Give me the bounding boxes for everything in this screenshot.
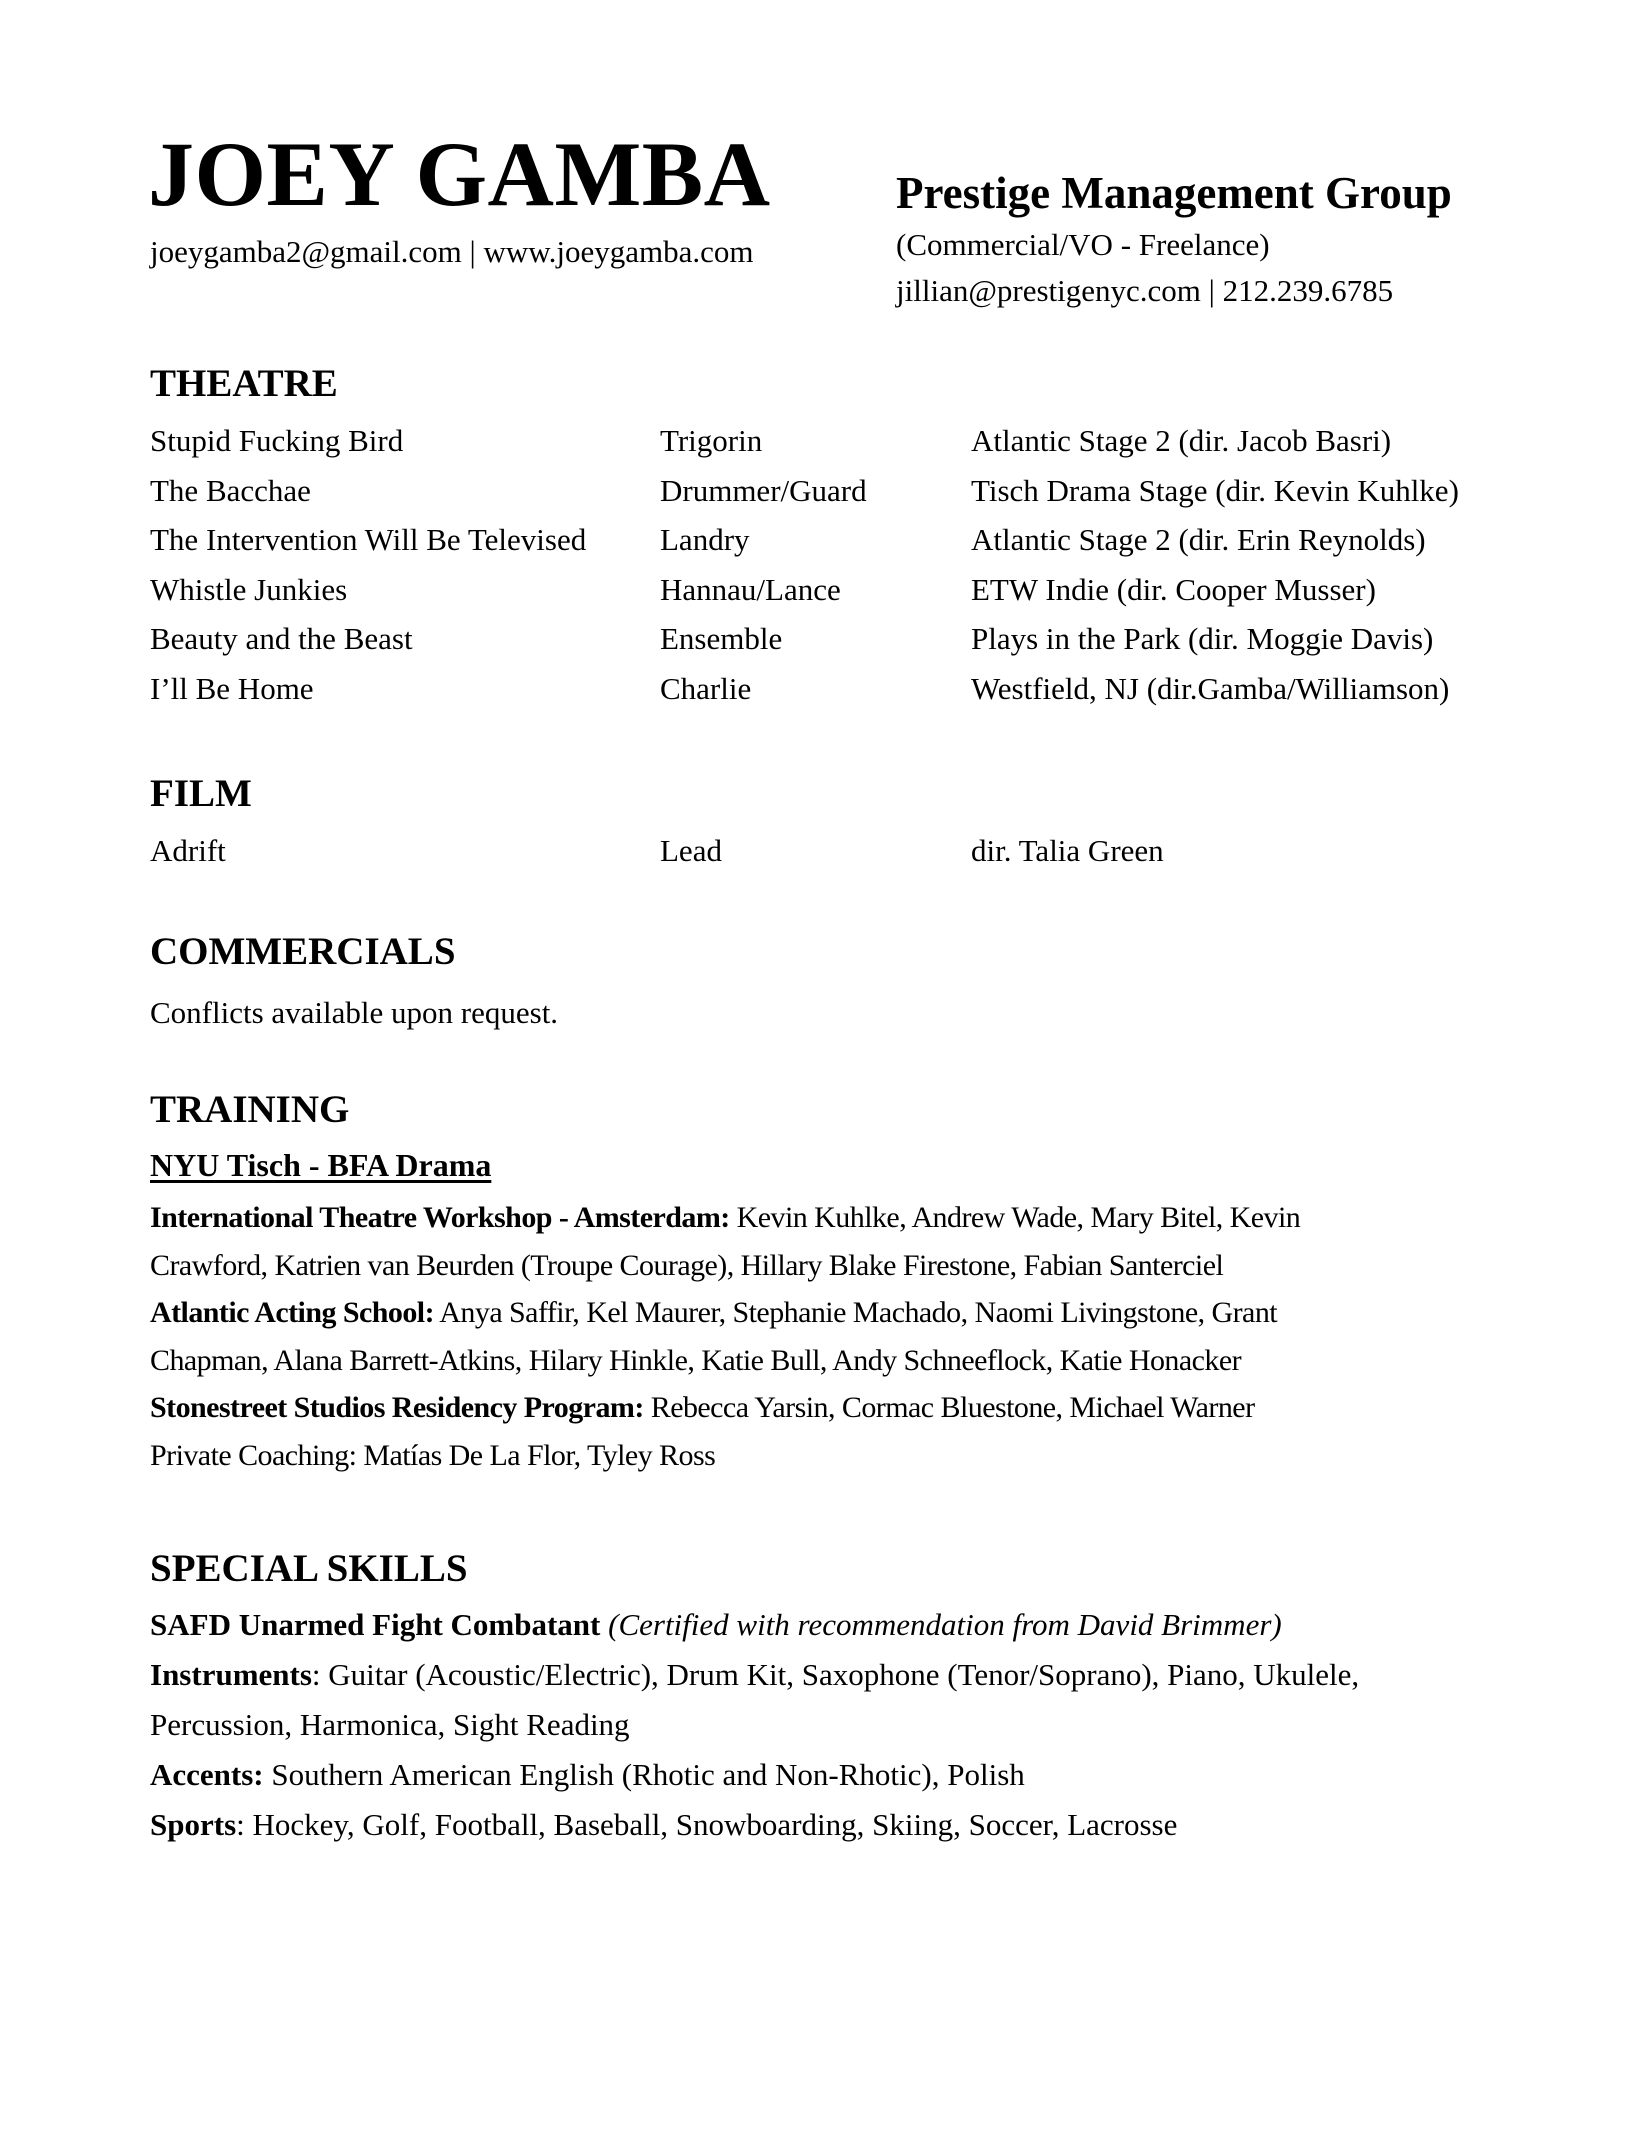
film-heading: FILM [150,772,252,815]
skill-line [150,1750,1470,1800]
credit-venue: Westfield, NJ (dir.Gamba/Williamson) [971,670,1450,706]
skill-text: : Hockey, Golf, Football, Baseball, Snowboarding, Skiing, Soccer, Lacrosse [236,1807,1178,1842]
training-school-label: Stonestreet Studios Residency Program: [150,1391,644,1424]
training-list [150,1194,1450,1479]
credit-title: Stupid Fucking Bird [150,423,404,458]
training-degree: NYU Tisch - BFA Drama [150,1147,492,1183]
skill-text: Percussion, Harmonica, Sight Reading [150,1707,630,1742]
training-line [150,1432,1450,1480]
credit-row [150,826,1500,876]
credit-venue: Atlantic Stage 2 (dir. Jacob Basri) [971,423,1392,458]
training-teachers: Anya Saffir, Kel Maurer, Stephanie Machado, Naomi Livingstone, Grant [434,1296,1278,1329]
theatre-heading: THEATRE [150,362,338,405]
training-line [150,1384,1450,1432]
skill-label: Sports [150,1807,237,1842]
training-teachers: Rebecca Yarsin, Cormac Bluestone, Michael Warner [643,1391,1255,1424]
commercials-heading: COMMERCIALS [150,930,456,973]
skill-note: (Certified with recommendation from David Brimmer) [600,1607,1282,1642]
credit-role: Ensemble [660,621,783,656]
agency-name: Prestige Management Group [896,168,1452,218]
credit-role: Drummer/Guard [660,472,867,508]
training-teachers: Kevin Kuhlke, Andrew Wade, Mary Bitel, Kevin [729,1201,1301,1234]
credit-row [150,466,1500,516]
training-teachers: Chapman, Alana Barrett-Atkins, Hilary Hinkle, Katie Bull, Andy Schneeflock, Katie Honacker [150,1343,1242,1377]
agency-block [896,168,1452,314]
skill-line [150,1700,1470,1750]
credit-row [150,664,1500,714]
skills-list [150,1600,1470,1850]
credit-title: The Bacchae [150,472,311,508]
credit-role: Lead [660,833,722,868]
skill-line [150,1650,1470,1700]
credit-role: Landry [660,522,750,557]
credit-role: Charlie [660,670,752,706]
credit-row [150,416,1500,466]
training-line [150,1289,1450,1337]
training-line [150,1337,1450,1385]
credit-role: Trigorin [660,423,763,458]
actor-contact: joeygamba2@gmail.com | www.joeygamba.com [150,234,754,269]
credit-title: Adrift [150,833,226,868]
training-heading: TRAINING [150,1088,350,1131]
skill-text: Southern American English (Rhotic and Non-Rhotic), Polish [263,1757,1025,1792]
credit-title: The Intervention Will Be Televised [150,522,587,557]
credit-role: Hannau/Lance [660,571,841,607]
skill-label: Accents: [150,1757,264,1792]
credit-venue: Plays in the Park (dir. Moggie Davis) [971,621,1434,656]
skill-line [150,1600,1470,1650]
skill-line [150,1800,1470,1850]
agency-contact: jillian@prestigenyc.com | 212.239.6785 [896,272,1394,308]
credit-venue: dir. Talia Green [971,833,1164,868]
training-school-label: Atlantic Acting School: [150,1296,435,1329]
credit-title: Whistle Junkies [150,571,348,607]
theatre-credits [150,416,1500,713]
credit-row [150,515,1500,565]
training-line [150,1194,1450,1242]
credit-venue: Atlantic Stage 2 (dir. Erin Reynolds) [971,522,1426,557]
training-teachers: Crawford, Katrien van Beurden (Troupe Courage), Hillary Blake Firestone, Fabian Santerciel [150,1248,1224,1282]
credit-row [150,614,1500,664]
training-line [150,1242,1450,1290]
training-school-label: International Theatre Workshop - Amsterdam: [150,1201,730,1234]
skill-label: SAFD Unarmed Fight Combatant [150,1607,601,1642]
agency-division: (Commercial/VO - Freelance) [896,226,1270,262]
commercials-note: Conflicts available upon request. [150,995,559,1030]
skill-text: : Guitar (Acoustic/Electric), Drum Kit, Saxophone (Tenor/Soprano), Piano, Ukulele, [311,1657,1360,1692]
skills-heading: SPECIAL SKILLS [150,1547,468,1590]
film-credits [150,826,1500,876]
credit-venue: Tisch Drama Stage (dir. Kevin Kuhlke) [971,472,1459,508]
credit-title: Beauty and the Beast [150,621,413,656]
credit-title: I’ll Be Home [150,670,314,706]
credit-venue: ETW Indie (dir. Cooper Musser) [971,571,1376,607]
actor-name: JOEY GAMBA [148,123,771,225]
private-coaching: Private Coaching: Matías De La Flor, Tyley Ross [150,1438,716,1472]
credit-row [150,565,1500,615]
skill-label: Instruments [150,1657,312,1692]
